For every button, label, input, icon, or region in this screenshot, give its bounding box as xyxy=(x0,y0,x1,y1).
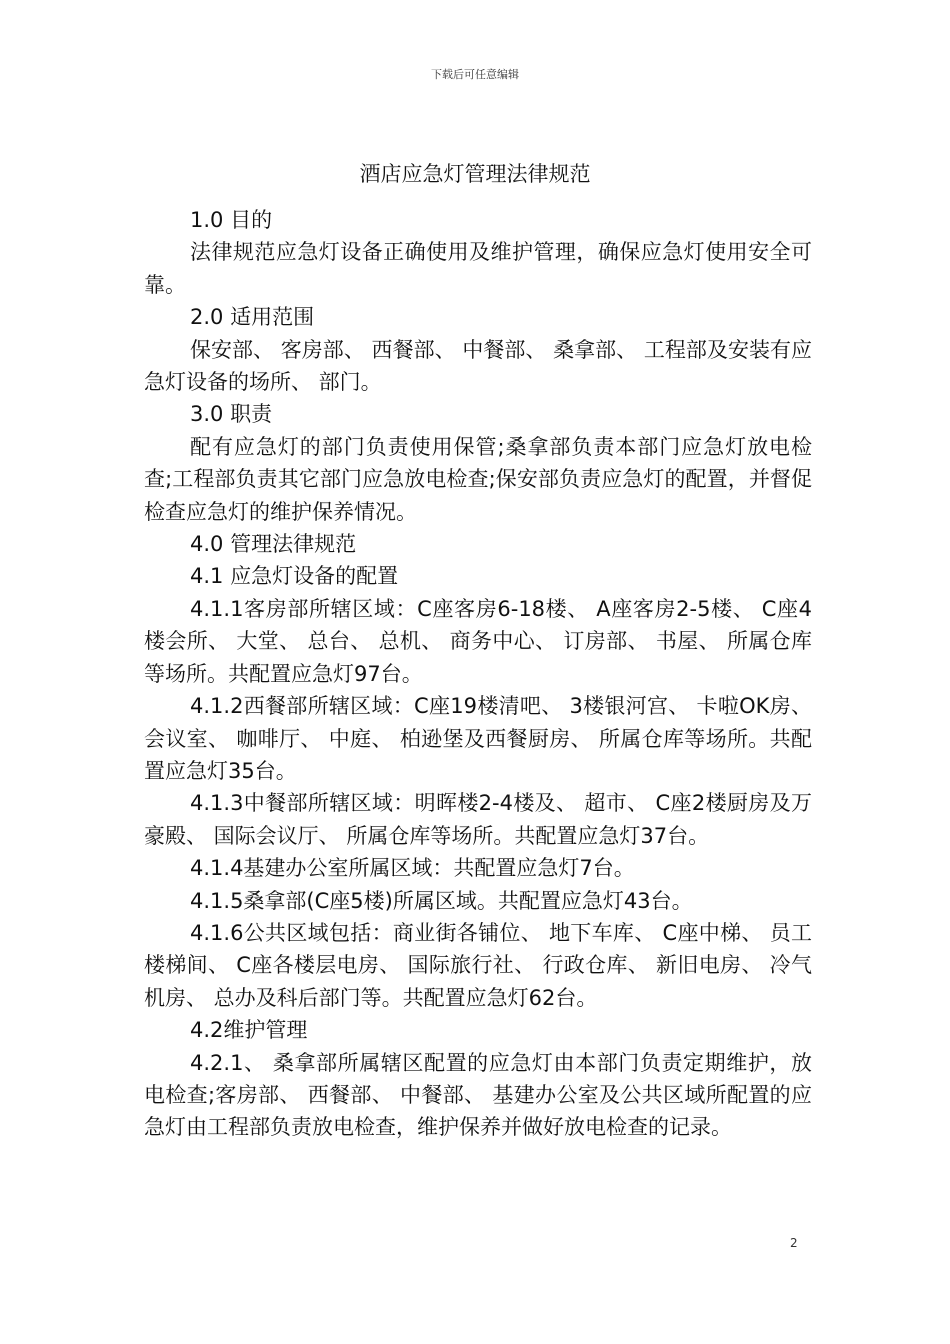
paragraph-4-1-6: 4.1.6公共区域包括：商业街各铺位、 地下车库、 C座中梯、 员工楼梯间、 C座各楼层电房、 国际旅行社、 行政仓库、 新旧电房、 冷气机房、 总办及科后部门等。共配置应急灯62台。 xyxy=(144,920,812,1010)
subsection-heading-configuration: 4.1 应急灯设备的配置 xyxy=(190,564,399,589)
page-number: 2 xyxy=(790,1236,798,1250)
paragraph-4-2-1: 4.2.1、 桑拿部所属辖区配置的应急灯由本部门负责定期维护，放电检查;客房部、 西餐部、 中餐部、 基建办公室及公共区域所配置的应急灯由工程部负责放电检查，维护保养并做好放电检查的记录。 xyxy=(144,1050,812,1140)
paragraph-4-1-5: 4.1.5桑拿部(C座5楼)所属区域。共配置应急灯43台。 xyxy=(190,888,693,913)
subsection-heading-maintenance: 4.2维护管理 xyxy=(190,1018,308,1043)
paragraph-4-1-2: 4.1.2西餐部所辖区域：C座19楼清吧、 3楼银河宫、 卡啦OK房、 会议室、 咖啡厅、 中庭、 柏逊堡及西餐厨房、 所属仓库等场所。共配置应急灯35台。 xyxy=(144,694,812,783)
paragraph-duties: 配有应急灯的部门负责使用保管;桑拿部负责本部门应急灯放电检查;工程部负责其它部门应急放电检查;保安部负责应急灯的配置，并督促检查应急灯的维护保养情况。 xyxy=(144,434,812,524)
section-heading-duties: 3.0 职责 xyxy=(190,402,273,427)
section-heading-scope: 2.0 适用范围 xyxy=(190,305,315,330)
paragraph-purpose: 法律规范应急灯设备正确使用及维护管理，确保应急灯使用安全可靠。 xyxy=(144,240,812,297)
paragraph-4-1-4: 4.1.4基建办公室所属区域：共配置应急灯7台。 xyxy=(190,856,635,881)
section-heading-purpose: 1.0 目的 xyxy=(190,208,273,232)
paragraph-4-1-1: 4.1.1客房部所辖区域：C座客房6-18楼、 A座客房2-5楼、 C座4楼会所、 大堂、 总台、 总机、 商务中心、 订房部、 书屋、 所属仓库等场所。共配置应急灯97台。 xyxy=(144,596,812,686)
header-note: 下载后可任意编辑 xyxy=(431,68,519,81)
document-body xyxy=(144,204,812,1144)
paragraph-scope: 保安部、 客房部、 西餐部、 中餐部、 桑拿部、 工程部及安装有应急灯设备的场所、 部门。 xyxy=(144,337,812,395)
section-heading-management: 4.0 管理法律规范 xyxy=(190,532,357,557)
paragraph-4-1-3: 4.1.3中餐部所辖区域：明晖楼2-4楼及、 超市、 C座2楼厨房及万豪殿、 国际会议厅、 所属仓库等场所。共配置应急灯37台。 xyxy=(144,791,812,848)
document-title: 酒店应急灯管理法律规范 xyxy=(359,162,591,186)
